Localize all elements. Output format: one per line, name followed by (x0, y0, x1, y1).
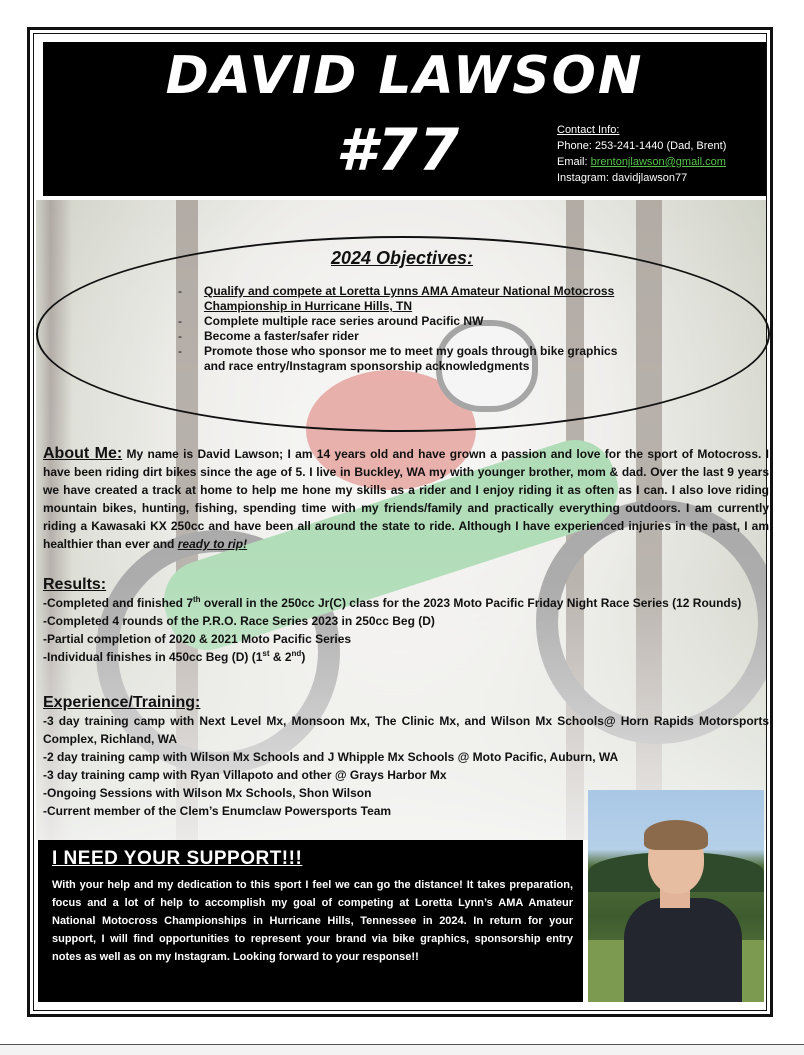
about-emphasis: ready to rip! (177, 537, 248, 551)
rider-portrait-photo (588, 790, 764, 1002)
result-line: -Completed and finished 7th overall in the 250cc Jr(C) class for the 2023 Moto Pacific Friday Night Race Series (12 Rounds) (43, 595, 742, 610)
results-heading: Results: (43, 576, 107, 593)
contact-email-link[interactable]: brentonjlawson@gmail.com (590, 156, 726, 168)
about-section (43, 445, 769, 553)
result-line: -Partial completion of 2020 & 2021 Moto Pacific Series (43, 632, 352, 646)
result-line: -Individual finishes in 450cc Beg (D) (1st & 2nd) (43, 649, 306, 664)
objectives-list (178, 284, 658, 374)
about-body: My name is David Lawson; I am 14 years old and have grown a passion and love for the sport of Motocross. I have been riding dirt bikes since the age of 5. I live in Buckley, WA my with younger brother, mom & dad. Over the last 9 years we have created a track at home to help me hone my skills as a rider and I enjoy riding it as often as I can. I also love riding mountain bikes, hunting, fishing, spending time with my friends/family and practically everything outdoors. I am currently riding a Kawasaki KX 250cc and have been all around the state to ride. Although I have experienced injuries in the past, I am healthier than ever and (43, 447, 770, 551)
page-bottom-rule (0, 1044, 804, 1055)
support-title: I NEED YOUR SUPPORT!!! (52, 848, 303, 869)
contact-email-label: Email: (557, 156, 591, 168)
contact-heading: Contact Info: (557, 124, 620, 136)
list-item: - Complete multiple race series around Pacific NW (178, 314, 484, 328)
experience-line: -3 day training camp with Next Level Mx, Monsoon Mx, The Clinic Mx, and Wilson Mx Schools@ Horn Rapids Motorsports Complex, Richland, WA (43, 714, 769, 746)
rider-number: #77 (336, 116, 461, 184)
experience-line: -2 day training camp with Wilson Mx Schools and J Whipple Mx Schools @ Moto Pacific, Auburn, WA (43, 750, 619, 764)
result-line: -Completed 4 rounds of the P.R.O. Race Series 2023 in 250cc Beg (D) (43, 614, 435, 628)
about-heading: About Me: (43, 445, 123, 462)
list-item: - Become a faster/safer rider (178, 329, 359, 343)
support-body: With your help and my dedication to this sport I feel we can go the distance! It takes preparation, focus and a lot of help to accomplish my goal of competing at Loretta Lynn’s AMA Amateur National Motocross Championships in Hurricane Hills, Tennessee in 2024. In return for your support, I will find opportunities to represent your brand via bike graphics, sponsorship entry notes as well as on my Instagram. Looking forward to your response!! (52, 879, 573, 963)
contact-phone: Phone: 253-241-1440 (Dad, Brent) (557, 140, 727, 152)
experience-line: -Ongoing Sessions with Wilson Mx Schools, Shon Wilson (43, 786, 372, 800)
contact-email-row (557, 154, 726, 170)
support-box (38, 840, 583, 1002)
contact-info (557, 122, 726, 186)
list-item: - Qualify and compete at Loretta Lynns AMA Amateur National Motocross Championship in Hurricane Hills, TN (178, 284, 615, 313)
contact-instagram: Instagram: davidjlawson77 (557, 172, 688, 184)
objectives-title: 2024 Objectives: (330, 248, 474, 268)
list-item: - Promote those who sponsor me to meet my goals through bike graphics and race entry/Instagram sponsorship acknowledgments (178, 344, 618, 373)
experience-line: -3 day training camp with Ryan Villapoto and other @ Grays Harbor Mx (43, 768, 447, 782)
rider-name: DAVID LAWSON (165, 46, 644, 106)
experience-heading: Experience/Training: (43, 694, 201, 711)
results-section (43, 576, 769, 666)
experience-line: -Current member of the Clem’s Enumclaw Powersports Team (43, 804, 392, 818)
